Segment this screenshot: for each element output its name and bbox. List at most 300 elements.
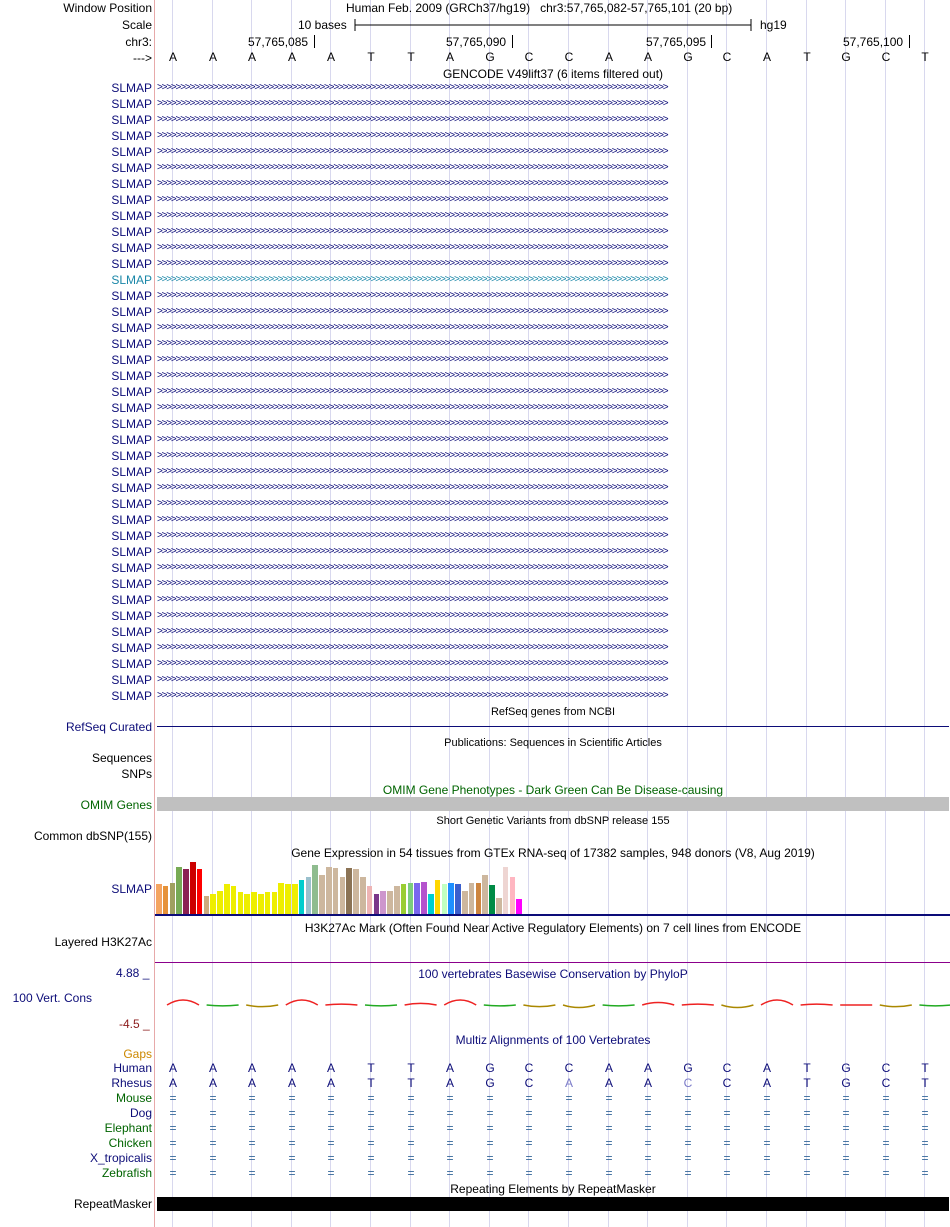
multiz-base: =	[525, 1151, 533, 1165]
publications-sequences-label[interactable]: Sequences	[91, 751, 152, 765]
gtex-tissue-bar[interactable]	[292, 884, 298, 914]
gencode-transcript-label[interactable]: SLMAP	[111, 273, 152, 287]
cons-max-label: 4.88 _	[116, 966, 150, 980]
gtex-tissue-bar[interactable]	[510, 877, 516, 914]
cons-score-mark	[801, 1004, 833, 1005]
gtex-tissue-bar[interactable]	[176, 867, 182, 914]
gencode-transcript-label[interactable]: SLMAP	[111, 481, 152, 495]
gencode-transcript-label[interactable]: SLMAP	[111, 497, 152, 511]
gaps-label: Gaps	[123, 1047, 152, 1061]
multiz-base: =	[525, 1121, 533, 1135]
multiz-base: A	[762, 1076, 771, 1090]
gtex-tissue-bar[interactable]	[482, 875, 488, 914]
gtex-tissue-bar[interactable]	[496, 898, 502, 914]
gencode-transcript-label[interactable]: SLMAP	[111, 369, 152, 383]
gencode-transcript-label[interactable]: SLMAP	[111, 625, 152, 639]
multiz-base: =	[882, 1166, 890, 1180]
dbsnp-title: Short Genetic Variants from dbSNP release 155	[436, 815, 670, 827]
gencode-transcript-label[interactable]: SLMAP	[111, 161, 152, 175]
refseq-line	[157, 726, 949, 727]
gencode-transcript-line[interactable]: >>>>>>>>>>>>>>>>>>>>>>>>>>>>>>>>>>>>>>>>>>>>>>>>>>>>>>>>>>>>>>>>>>>>>>>>>>>>>>>>>>>>>>>>>>>>>>>>>>>>>>>>>>>>>>	[157, 322, 668, 333]
multiz-base: A	[445, 1076, 454, 1090]
gencode-transcript-line[interactable]: >>>>>>>>>>>>>>>>>>>>>>>>>>>>>>>>>>>>>>>>>>>>>>>>>>>>>>>>>>>>>>>>>>>>>>>>>>>>>>>>>>>>>>>>>>>>>>>>>>>>>>>>>>>>>>	[157, 178, 668, 189]
gencode-transcript-line[interactable]: >>>>>>>>>>>>>>>>>>>>>>>>>>>>>>>>>>>>>>>>>>>>>>>>>>>>>>>>>>>>>>>>>>>>>>>>>>>>>>>>>>>>>>>>>>>>>>>>>>>>>>>>>>>>>>	[157, 466, 668, 477]
gtex-tissue-bar[interactable]	[476, 883, 482, 914]
multiz-base: A	[168, 1061, 177, 1075]
gencode-transcript-line[interactable]: >>>>>>>>>>>>>>>>>>>>>>>>>>>>>>>>>>>>>>>>>>>>>>>>>>>>>>>>>>>>>>>>>>>>>>>>>>>>>>>>>>>>>>>>>>>>>>>>>>>>>>>>>>>>>>	[157, 562, 668, 573]
gtex-tissue-bar[interactable]	[408, 883, 414, 914]
multiz-base: =	[882, 1136, 890, 1150]
multiz-base: A	[762, 1061, 771, 1075]
coord-tick-1	[314, 35, 315, 48]
strand-label: --->	[133, 51, 152, 65]
omim-title: OMIM Gene Phenotypes - Dark Green Can Be Disease-causing	[382, 783, 724, 797]
base-letter: A	[762, 50, 771, 64]
gencode-transcript-label[interactable]: SLMAP	[111, 145, 152, 159]
multiz-base: A	[643, 1061, 652, 1075]
gtex-tissue-bar[interactable]	[455, 884, 461, 914]
position-text: chr3:57,765,082-57,765,101 (20 bp)	[540, 1, 733, 15]
multiz-base: =	[288, 1151, 296, 1165]
gtex-tissue-bar[interactable]	[367, 886, 373, 914]
multiz-base: =	[327, 1166, 335, 1180]
gencode-transcript-line[interactable]: >>>>>>>>>>>>>>>>>>>>>>>>>>>>>>>>>>>>>>>>>>>>>>>>>>>>>>>>>>>>>>>>>>>>>>>>>>>>>>>>>>>>>>>>>>>>>>>>>>>>>>>>>>>>>>	[157, 130, 668, 141]
gencode-transcript-line[interactable]: >>>>>>>>>>>>>>>>>>>>>>>>>>>>>>>>>>>>>>>>>>>>>>>>>>>>>>>>>>>>>>>>>>>>>>>>>>>>>>>>>>>>>>>>>>>>>>>>>>>>>>>>>>>>>>	[157, 338, 668, 349]
cons-label[interactable]: 100 Vert. Cons	[12, 991, 92, 1005]
multiz-base: =	[921, 1136, 929, 1150]
gencode-transcript-label[interactable]: SLMAP	[111, 321, 152, 335]
cons-score-mark	[523, 1005, 555, 1007]
gencode-transcript-label[interactable]: SLMAP	[111, 353, 152, 367]
multiz-base: =	[486, 1121, 494, 1135]
gencode-transcript-label[interactable]: SLMAP	[111, 513, 152, 527]
multiz-base: =	[684, 1136, 692, 1150]
multiz-base: A	[445, 1061, 454, 1075]
gencode-transcript-label[interactable]: SLMAP	[111, 529, 152, 543]
gtex-tissue-bar[interactable]	[190, 862, 196, 914]
coord-label-2: 57,765,090	[446, 35, 507, 49]
gtex-tissue-bar[interactable]	[516, 899, 522, 914]
omim-feature-bar[interactable]	[157, 797, 949, 811]
multiz-base: =	[367, 1121, 375, 1135]
gencode-transcript-line[interactable]: >>>>>>>>>>>>>>>>>>>>>>>>>>>>>>>>>>>>>>>>>>>>>>>>>>>>>>>>>>>>>>>>>>>>>>>>>>>>>>>>>>>>>>>>>>>>>>>>>>>>>>>>>>>>>>	[157, 530, 668, 541]
gtex-tissue-bar[interactable]	[448, 883, 454, 914]
gtex-tissue-bar[interactable]	[244, 894, 250, 914]
multiz-base: =	[446, 1106, 454, 1120]
multiz-base: =	[288, 1121, 296, 1135]
gtex-tissue-bar[interactable]	[326, 867, 332, 914]
multiz-base: =	[367, 1091, 375, 1105]
coord-label-4: 57,765,100	[843, 35, 904, 49]
multiz-base: =	[209, 1151, 217, 1165]
multiz-base: =	[209, 1166, 217, 1180]
base-letter: T	[921, 50, 929, 64]
multiz-base: =	[644, 1151, 652, 1165]
gencode-transcript-line[interactable]: >>>>>>>>>>>>>>>>>>>>>>>>>>>>>>>>>>>>>>>>>>>>>>>>>>>>>>>>>>>>>>>>>>>>>>>>>>>>>>>>>>>>>>>>>>>>>>>>>>>>>>>>>>>>>>	[157, 370, 668, 381]
multiz-base: =	[327, 1106, 335, 1120]
gencode-transcript-line[interactable]: >>>>>>>>>>>>>>>>>>>>>>>>>>>>>>>>>>>>>>>>>>>>>>>>>>>>>>>>>>>>>>>>>>>>>>>>>>>>>>>>>>>>>>>>>>>>>>>>>>>>>>>>>>>>>>	[157, 546, 668, 557]
multiz-base: =	[921, 1151, 929, 1165]
gtex-label[interactable]: SLMAP	[111, 882, 152, 896]
multiz-base: =	[209, 1136, 217, 1150]
multiz-base: =	[525, 1166, 533, 1180]
gencode-transcript-line[interactable]: >>>>>>>>>>>>>>>>>>>>>>>>>>>>>>>>>>>>>>>>>>>>>>>>>>>>>>>>>>>>>>>>>>>>>>>>>>>>>>>>>>>>>>>>>>>>>>>>>>>>>>>>>>>>>>	[157, 98, 668, 109]
multiz-species-label[interactable]: Rhesus	[111, 1076, 152, 1090]
multiz-title: Multiz Alignments of 100 Vertebrates	[455, 1033, 651, 1047]
multiz-base: =	[565, 1106, 573, 1120]
gencode-transcript-line[interactable]: >>>>>>>>>>>>>>>>>>>>>>>>>>>>>>>>>>>>>>>>>>>>>>>>>>>>>>>>>>>>>>>>>>>>>>>>>>>>>>>>>>>>>>>>>>>>>>>>>>>>>>>>>>>>>>	[157, 434, 668, 445]
multiz-base: =	[842, 1091, 850, 1105]
multiz-base: =	[169, 1106, 177, 1120]
gtex-tissue-bar[interactable]	[414, 883, 420, 914]
gtex-tissue-bar[interactable]	[435, 880, 441, 914]
multiz-species-label[interactable]: X_tropicalis	[89, 1151, 152, 1165]
base-letter: C	[881, 50, 891, 64]
publications-title: Publications: Sequences in Scientific Articles	[444, 737, 662, 749]
gencode-transcript-line[interactable]: >>>>>>>>>>>>>>>>>>>>>>>>>>>>>>>>>>>>>>>>>>>>>>>>>>>>>>>>>>>>>>>>>>>>>>>>>>>>>>>>>>>>>>>>>>>>>>>>>>>>>>>>>>>>>>	[157, 578, 668, 589]
gtex-tissue-bar[interactable]	[238, 892, 244, 914]
multiz-base: =	[248, 1106, 256, 1120]
gencode-transcript-line[interactable]: >>>>>>>>>>>>>>>>>>>>>>>>>>>>>>>>>>>>>>>>>>>>>>>>>>>>>>>>>>>>>>>>>>>>>>>>>>>>>>>>>>>>>>>>>>>>>>>>>>>>>>>>>>>>>>	[157, 146, 668, 157]
cons-score-mark	[682, 1004, 714, 1005]
publications-snps-label[interactable]: SNPs	[121, 767, 152, 781]
multiz-base: =	[525, 1136, 533, 1150]
multiz-base: =	[446, 1091, 454, 1105]
multiz-base: =	[803, 1106, 811, 1120]
multiz-base: =	[723, 1121, 731, 1135]
gencode-transcript-line[interactable]: >>>>>>>>>>>>>>>>>>>>>>>>>>>>>>>>>>>>>>>>>>>>>>>>>>>>>>>>>>>>>>>>>>>>>>>>>>>>>>>>>>>>>>>>>>>>>>>>>>>>>>>>>>>>>>	[157, 482, 668, 493]
gencode-transcript-label[interactable]: SLMAP	[111, 545, 152, 559]
multiz-base: C	[683, 1076, 693, 1090]
gencode-transcript-label[interactable]: SLMAP	[111, 465, 152, 479]
cons-score-mark	[246, 1005, 278, 1007]
gtex-tissue-bar[interactable]	[265, 892, 271, 914]
gencode-transcript-label[interactable]: SLMAP	[111, 129, 152, 143]
multiz-base: T	[367, 1061, 375, 1075]
multiz-base: =	[842, 1106, 850, 1120]
multiz-base: =	[684, 1121, 692, 1135]
cons-score-mark	[642, 1002, 674, 1005]
multiz-species-label[interactable]: Zebrafish	[101, 1166, 152, 1180]
base-letter: A	[326, 50, 335, 64]
gtex-tissue-bar[interactable]	[503, 867, 509, 914]
multiz-base: =	[803, 1151, 811, 1165]
multiz-base: G	[841, 1061, 851, 1075]
gtex-tissue-bar[interactable]	[224, 884, 230, 914]
gencode-transcript-line[interactable]: >>>>>>>>>>>>>>>>>>>>>>>>>>>>>>>>>>>>>>>>>>>>>>>>>>>>>>>>>>>>>>>>>>>>>>>>>>>>>>>>>>>>>>>>>>>>>>>>>>>>>>>>>>>>>>	[157, 642, 668, 653]
multiz-base: =	[723, 1151, 731, 1165]
cons-score-mark	[207, 1005, 239, 1006]
multiz-base: =	[882, 1106, 890, 1120]
gtex-tissue-bar[interactable]	[380, 891, 386, 914]
gtex-tissue-bar[interactable]	[285, 884, 291, 914]
gencode-transcript-label[interactable]: SLMAP	[111, 593, 152, 607]
multiz-base: =	[723, 1166, 731, 1180]
multiz-base: =	[327, 1136, 335, 1150]
coord-tick-3	[711, 35, 712, 48]
cons-score-mark	[167, 1000, 199, 1005]
gtex-tissue-bar[interactable]	[469, 883, 475, 914]
multiz-base: A	[643, 1076, 652, 1090]
gencode-transcript-label[interactable]: SLMAP	[111, 305, 152, 319]
gencode-transcript-line[interactable]: >>>>>>>>>>>>>>>>>>>>>>>>>>>>>>>>>>>>>>>>>>>>>>>>>>>>>>>>>>>>>>>>>>>>>>>>>>>>>>>>>>>>>>>>>>>>>>>>>>>>>>>>>>>>>>	[157, 690, 668, 701]
chr-label: chr3:	[125, 35, 152, 49]
multiz-base: =	[407, 1121, 415, 1135]
gencode-transcript-line[interactable]: >>>>>>>>>>>>>>>>>>>>>>>>>>>>>>>>>>>>>>>>>>>>>>>>>>>>>>>>>>>>>>>>>>>>>>>>>>>>>>>>>>>>>>>>>>>>>>>>>>>>>>>>>>>>>>	[157, 450, 668, 461]
gencode-transcript-label[interactable]: SLMAP	[111, 193, 152, 207]
multiz-base: C	[881, 1076, 891, 1090]
omim-label[interactable]: OMIM Genes	[80, 798, 152, 812]
gencode-transcript-line[interactable]: >>>>>>>>>>>>>>>>>>>>>>>>>>>>>>>>>>>>>>>>>>>>>>>>>>>>>>>>>>>>>>>>>>>>>>>>>>>>>>>>>>>>>>>>>>>>>>>>>>>>>>>>>>>>>>	[157, 514, 668, 525]
assembly-title[interactable]	[346, 0, 732, 16]
cons-score-mark	[286, 1000, 318, 1005]
multiz-base: =	[605, 1166, 613, 1180]
multiz-species-label[interactable]: Human	[113, 1061, 152, 1075]
gencode-transcript-line[interactable]: >>>>>>>>>>>>>>>>>>>>>>>>>>>>>>>>>>>>>>>>>>>>>>>>>>>>>>>>>>>>>>>>>>>>>>>>>>>>>>>>>>>>>>>>>>>>>>>>>>>>>>>>>>>>>>	[157, 290, 668, 301]
multiz-base: =	[288, 1106, 296, 1120]
multiz-base: =	[565, 1151, 573, 1165]
gencode-transcript-line[interactable]: >>>>>>>>>>>>>>>>>>>>>>>>>>>>>>>>>>>>>>>>>>>>>>>>>>>>>>>>>>>>>>>>>>>>>>>>>>>>>>>>>>>>>>>>>>>>>>>>>>>>>>>>>>>>>>	[157, 610, 668, 621]
gtex-tissue-bar[interactable]	[258, 894, 264, 914]
base-letter: G	[485, 50, 495, 64]
gencode-transcript-line[interactable]: >>>>>>>>>>>>>>>>>>>>>>>>>>>>>>>>>>>>>>>>>>>>>>>>>>>>>>>>>>>>>>>>>>>>>>>>>>>>>>>>>>>>>>>>>>>>>>>>>>>>>>>>>>>>>>	[157, 402, 668, 413]
gtex-tissue-bar[interactable]	[278, 883, 284, 914]
multiz-base: =	[407, 1091, 415, 1105]
gtex-tissue-bar[interactable]	[231, 886, 237, 914]
gencode-transcript-line[interactable]: >>>>>>>>>>>>>>>>>>>>>>>>>>>>>>>>>>>>>>>>>>>>>>>>>>>>>>>>>>>>>>>>>>>>>>>>>>>>>>>>>>>>>>>>>>>>>>>>>>>>>>>>>>>>>>	[157, 194, 668, 205]
gencode-transcript-line[interactable]: >>>>>>>>>>>>>>>>>>>>>>>>>>>>>>>>>>>>>>>>>>>>>>>>>>>>>>>>>>>>>>>>>>>>>>>>>>>>>>>>>>>>>>>>>>>>>>>>>>>>>>>>>>>>>>	[157, 258, 668, 269]
gencode-transcript-label[interactable]: SLMAP	[111, 641, 152, 655]
gencode-transcript-line[interactable]: >>>>>>>>>>>>>>>>>>>>>>>>>>>>>>>>>>>>>>>>>>>>>>>>>>>>>>>>>>>>>>>>>>>>>>>>>>>>>>>>>>>>>>>>>>>>>>>>>>>>>>>>>>>>>>	[157, 82, 668, 93]
cons-score-mark	[365, 1005, 397, 1006]
coord-tick-4	[909, 35, 910, 48]
gencode-transcript-label[interactable]: SLMAP	[111, 337, 152, 351]
gencode-transcript-label[interactable]: SLMAP	[111, 609, 152, 623]
multiz-base: =	[169, 1091, 177, 1105]
multiz-base: G	[485, 1061, 495, 1075]
gencode-transcript-line[interactable]: >>>>>>>>>>>>>>>>>>>>>>>>>>>>>>>>>>>>>>>>>>>>>>>>>>>>>>>>>>>>>>>>>>>>>>>>>>>>>>>>>>>>>>>>>>>>>>>>>>>>>>>>>>>>>>	[157, 498, 668, 509]
gencode-transcript-line[interactable]: >>>>>>>>>>>>>>>>>>>>>>>>>>>>>>>>>>>>>>>>>>>>>>>>>>>>>>>>>>>>>>>>>>>>>>>>>>>>>>>>>>>>>>>>>>>>>>>>>>>>>>>>>>>>>>	[157, 306, 668, 317]
gtex-tissue-bar[interactable]	[319, 875, 325, 914]
gencode-transcript-label[interactable]: SLMAP	[111, 177, 152, 191]
gencode-transcript-line[interactable]: >>>>>>>>>>>>>>>>>>>>>>>>>>>>>>>>>>>>>>>>>>>>>>>>>>>>>>>>>>>>>>>>>>>>>>>>>>>>>>>>>>>>>>>>>>>>>>>>>>>>>>>>>>>>>>	[157, 386, 668, 397]
multiz-base: =	[486, 1151, 494, 1165]
cons-score-mark	[405, 1003, 437, 1005]
multiz-base: A	[287, 1076, 296, 1090]
gencode-transcript-line[interactable]: >>>>>>>>>>>>>>>>>>>>>>>>>>>>>>>>>>>>>>>>>>>>>>>>>>>>>>>>>>>>>>>>>>>>>>>>>>>>>>>>>>>>>>>>>>>>>>>>>>>>>>>>>>>>>>	[157, 594, 668, 605]
multiz-base: =	[684, 1151, 692, 1165]
base-letter: A	[604, 50, 613, 64]
repeatmasker-feature-bar[interactable]	[157, 1197, 949, 1211]
gencode-transcript-line[interactable]: >>>>>>>>>>>>>>>>>>>>>>>>>>>>>>>>>>>>>>>>>>>>>>>>>>>>>>>>>>>>>>>>>>>>>>>>>>>>>>>>>>>>>>>>>>>>>>>>>>>>>>>>>>>>>>	[157, 162, 668, 173]
multiz-base: =	[486, 1136, 494, 1150]
multiz-base: =	[209, 1121, 217, 1135]
multiz-base: =	[407, 1151, 415, 1165]
base-letter: C	[524, 50, 534, 64]
multiz-base: =	[842, 1166, 850, 1180]
base-letter: T	[407, 50, 415, 64]
gtex-tissue-bar[interactable]	[163, 886, 169, 914]
gtex-tissue-bar[interactable]	[306, 877, 312, 914]
gtex-tissue-bar[interactable]	[312, 865, 318, 914]
gencode-transcript-label[interactable]: SLMAP	[111, 417, 152, 431]
gtex-tissue-bar[interactable]	[442, 884, 448, 914]
gtex-bar-chart[interactable]	[155, 860, 555, 914]
gencode-transcript-label[interactable]: SLMAP	[111, 657, 152, 671]
h3k27ac-label[interactable]: Layered H3K27Ac	[54, 935, 152, 949]
multiz-base: =	[248, 1166, 256, 1180]
base-letter: T	[803, 50, 811, 64]
gtex-tissue-bar[interactable]	[353, 869, 359, 914]
gtex-tissue-bar[interactable]	[204, 896, 210, 914]
gencode-transcript-line[interactable]: >>>>>>>>>>>>>>>>>>>>>>>>>>>>>>>>>>>>>>>>>>>>>>>>>>>>>>>>>>>>>>>>>>>>>>>>>>>>>>>>>>>>>>>>>>>>>>>>>>>>>>>>>>>>>>	[157, 626, 668, 637]
multiz-base: T	[921, 1061, 929, 1075]
window-position-label: Window Position	[63, 1, 152, 15]
gtex-tissue-bar[interactable]	[217, 891, 223, 914]
gencode-transcript-label[interactable]: SLMAP	[111, 113, 152, 127]
base-letter: A	[168, 50, 177, 64]
multiz-base: =	[644, 1091, 652, 1105]
gencode-transcript-line[interactable]: >>>>>>>>>>>>>>>>>>>>>>>>>>>>>>>>>>>>>>>>>>>>>>>>>>>>>>>>>>>>>>>>>>>>>>>>>>>>>>>>>>>>>>>>>>>>>>>>>>>>>>>>>>>>>>	[157, 114, 668, 125]
multiz-base: C	[881, 1061, 891, 1075]
gencode-transcript-label[interactable]: SLMAP	[111, 433, 152, 447]
multiz-base: C	[722, 1061, 732, 1075]
multiz-base: =	[288, 1091, 296, 1105]
gtex-tissue-bar[interactable]	[489, 885, 495, 914]
gencode-transcript-line[interactable]: >>>>>>>>>>>>>>>>>>>>>>>>>>>>>>>>>>>>>>>>>>>>>>>>>>>>>>>>>>>>>>>>>>>>>>>>>>>>>>>>>>>>>>>>>>>>>>>>>>>>>>>>>>>>>>	[157, 658, 668, 669]
gencode-transcript-label[interactable]: SLMAP	[111, 577, 152, 591]
repeatmasker-label[interactable]: RepeatMasker	[73, 1197, 152, 1211]
multiz-base: A	[604, 1076, 613, 1090]
multiz-species-label[interactable]: Chicken	[108, 1136, 152, 1150]
gencode-transcript-label[interactable]: SLMAP	[111, 673, 152, 687]
multiz-base: =	[169, 1136, 177, 1150]
gencode-transcript-line[interactable]: >>>>>>>>>>>>>>>>>>>>>>>>>>>>>>>>>>>>>>>>>>>>>>>>>>>>>>>>>>>>>>>>>>>>>>>>>>>>>>>>>>>>>>>>>>>>>>>>>>>>>>>>>>>>>>	[157, 226, 668, 237]
gtex-tissue-bar[interactable]	[333, 868, 339, 914]
gencode-transcript-line[interactable]: >>>>>>>>>>>>>>>>>>>>>>>>>>>>>>>>>>>>>>>>>>>>>>>>>>>>>>>>>>>>>>>>>>>>>>>>>>>>>>>>>>>>>>>>>>>>>>>>>>>>>>>>>>>>>>	[157, 418, 668, 429]
multiz-base: =	[842, 1121, 850, 1135]
cons-plot[interactable]	[155, 990, 950, 1020]
gencode-transcript-label[interactable]: SLMAP	[111, 289, 152, 303]
gencode-transcript-line[interactable]: >>>>>>>>>>>>>>>>>>>>>>>>>>>>>>>>>>>>>>>>>>>>>>>>>>>>>>>>>>>>>>>>>>>>>>>>>>>>>>>>>>>>>>>>>>>>>>>>>>>>>>>>>>>>>>	[157, 242, 668, 253]
gtex-tissue-bar[interactable]	[346, 868, 352, 914]
gtex-tissue-bar[interactable]	[156, 884, 162, 914]
gencode-transcript-label[interactable]: SLMAP	[111, 385, 152, 399]
gencode-transcript-line[interactable]: >>>>>>>>>>>>>>>>>>>>>>>>>>>>>>>>>>>>>>>>>>>>>>>>>>>>>>>>>>>>>>>>>>>>>>>>>>>>>>>>>>>>>>>>>>>>>>>>>>>>>>>>>>>>>>	[157, 210, 668, 221]
gencode-transcript-label[interactable]: SLMAP	[111, 97, 152, 111]
gencode-transcript-line[interactable]: >>>>>>>>>>>>>>>>>>>>>>>>>>>>>>>>>>>>>>>>>>>>>>>>>>>>>>>>>>>>>>>>>>>>>>>>>>>>>>>>>>>>>>>>>>>>>>>>>>>>>>>>>>>>>>	[157, 674, 668, 685]
multiz-base: =	[446, 1166, 454, 1180]
gtex-tissue-bar[interactable]	[340, 877, 346, 914]
multiz-base: A	[208, 1076, 217, 1090]
gtex-tissue-bar[interactable]	[183, 869, 189, 914]
multiz-base: =	[565, 1121, 573, 1135]
gtex-tissue-bar[interactable]	[394, 886, 400, 914]
multiz-base: =	[842, 1136, 850, 1150]
gtex-tissue-bar[interactable]	[421, 882, 427, 914]
cons-score-mark	[484, 1005, 516, 1006]
gtex-title: Gene Expression in 54 tissues from GTEx RNA-seq of 17382 samples, 948 donors (V8, Aug 2019)	[291, 846, 815, 860]
gtex-tissue-bar[interactable]	[210, 894, 216, 914]
cons-score-mark	[444, 1000, 476, 1005]
multiz-species-label[interactable]: Elephant	[104, 1121, 152, 1135]
gencode-transcript-label[interactable]: SLMAP	[111, 81, 152, 95]
gtex-tissue-bar[interactable]	[387, 891, 393, 914]
coord-label-3: 57,765,095	[646, 35, 707, 49]
dbsnp-label[interactable]: Common dbSNP(155)	[33, 829, 152, 843]
multiz-species-label[interactable]: Mouse	[115, 1091, 152, 1105]
gencode-transcript-label[interactable]: SLMAP	[111, 561, 152, 575]
multiz-base: T	[803, 1076, 811, 1090]
gencode-transcript-label[interactable]: SLMAP	[111, 225, 152, 239]
multiz-base: T	[407, 1061, 415, 1075]
multiz-base: =	[209, 1091, 217, 1105]
gencode-transcript-line[interactable]: >>>>>>>>>>>>>>>>>>>>>>>>>>>>>>>>>>>>>>>>>>>>>>>>>>>>>>>>>>>>>>>>>>>>>>>>>>>>>>>>>>>>>>>>>>>>>>>>>>>>>>>>>>>>>>	[157, 354, 668, 365]
multiz-base: =	[446, 1121, 454, 1135]
h3k27ac-title: H3K27Ac Mark (Often Found Near Active Regulatory Elements) on 7 cell lines from ENCODE	[304, 921, 802, 935]
multiz-base: A	[287, 1061, 296, 1075]
multiz-base: =	[486, 1091, 494, 1105]
gencode-transcript-label[interactable]: SLMAP	[111, 401, 152, 415]
gtex-baseline	[155, 914, 950, 916]
gtex-tissue-bar[interactable]	[428, 894, 434, 914]
gtex-tissue-bar[interactable]	[401, 884, 407, 914]
refseq-title: RefSeq genes from NCBI	[490, 706, 616, 718]
multiz-base: A	[326, 1061, 335, 1075]
multiz-base: =	[407, 1106, 415, 1120]
multiz-base: =	[921, 1166, 929, 1180]
multiz-base: =	[565, 1136, 573, 1150]
multiz-base: =	[723, 1106, 731, 1120]
cons-title: 100 vertebrates Basewise Conservation by PhyloP	[418, 967, 688, 981]
base-letter: A	[208, 50, 217, 64]
multiz-base: =	[763, 1106, 771, 1120]
multiz-base: =	[842, 1151, 850, 1165]
multiz-base: =	[605, 1121, 613, 1135]
coord-tick-2	[512, 35, 513, 48]
multiz-base: =	[882, 1091, 890, 1105]
multiz-base: =	[605, 1151, 613, 1165]
gtex-tissue-bar[interactable]	[170, 883, 176, 914]
multiz-base: =	[763, 1121, 771, 1135]
gtex-tissue-bar[interactable]	[272, 892, 278, 914]
gencode-transcript-label[interactable]: SLMAP	[111, 241, 152, 255]
gencode-transcript-label[interactable]: SLMAP	[111, 449, 152, 463]
gtex-tissue-bar[interactable]	[251, 892, 257, 914]
multiz-base: =	[327, 1151, 335, 1165]
multiz-species-label[interactable]: Dog	[129, 1106, 152, 1120]
gtex-tissue-bar[interactable]	[374, 894, 380, 914]
gencode-transcript-label[interactable]: SLMAP	[111, 689, 152, 703]
multiz-base: =	[803, 1121, 811, 1135]
gencode-transcript-label[interactable]: SLMAP	[111, 257, 152, 271]
track-label-divider	[154, 0, 155, 1227]
multiz-base: G	[485, 1076, 495, 1090]
gtex-tissue-bar[interactable]	[197, 869, 203, 914]
gtex-tissue-bar[interactable]	[462, 891, 468, 914]
assembly-name: Human Feb. 2009 (GRCh37/hg19)	[346, 1, 531, 15]
multiz-base: =	[605, 1106, 613, 1120]
gencode-transcript-label[interactable]: SLMAP	[111, 209, 152, 223]
multiz-base: =	[327, 1121, 335, 1135]
gtex-tissue-bar[interactable]	[360, 877, 366, 914]
multiz-base: =	[763, 1151, 771, 1165]
gtex-tissue-bar[interactable]	[299, 880, 305, 914]
multiz-base: =	[169, 1166, 177, 1180]
multiz-base: A	[208, 1061, 217, 1075]
gencode-transcript-line[interactable]: >>>>>>>>>>>>>>>>>>>>>>>>>>>>>>>>>>>>>>>>>>>>>>>>>>>>>>>>>>>>>>>>>>>>>>>>>>>>>>>>>>>>>>>>>>>>>>>>>>>>>>>>>>>>>>	[157, 274, 668, 285]
refseq-label[interactable]: RefSeq Curated	[65, 720, 152, 734]
